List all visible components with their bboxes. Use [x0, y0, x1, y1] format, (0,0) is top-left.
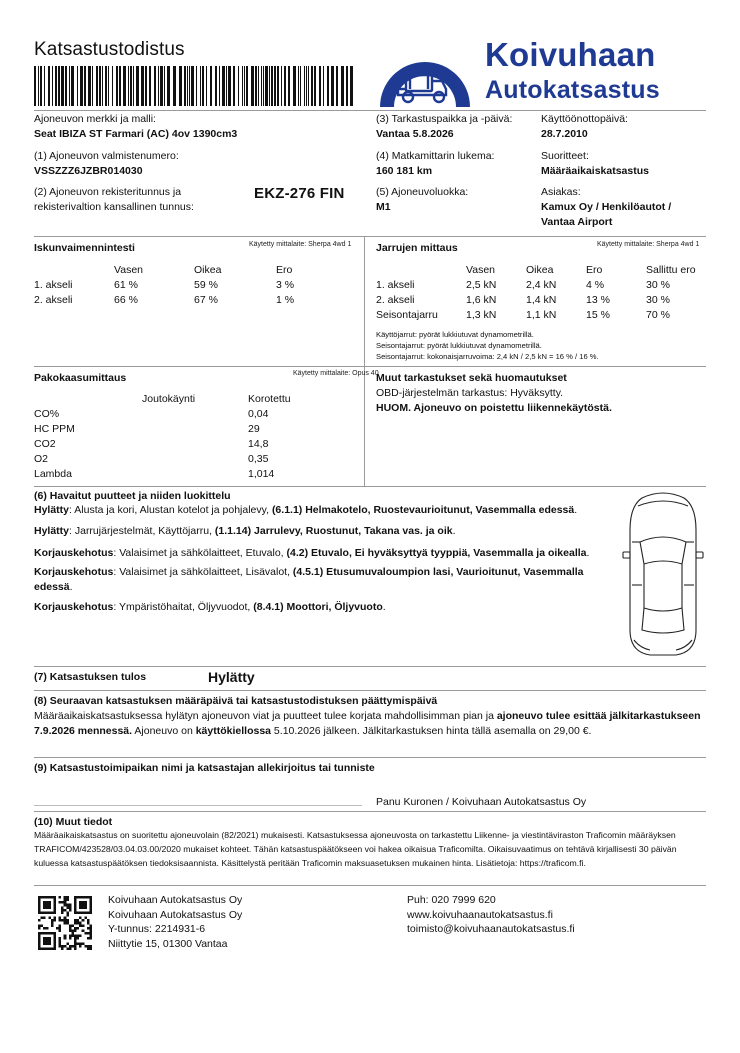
document-title: Katsastustodistus	[34, 39, 185, 60]
table-row: CO2 14,8	[34, 438, 269, 450]
table-row: 2. akseli 1,6 kN 1,4 kN 13 % 30 %	[376, 294, 670, 306]
exhaust-title: Pakokaasumittaus	[34, 372, 127, 384]
shock-test-title: Iskunvaimennintesti	[34, 242, 135, 254]
exhaust-header-idle: Joutokäynti	[142, 393, 196, 405]
vin-value: VSSZZZ6JZBR014030	[34, 165, 143, 177]
other-checks-title: Muut tarkastukset sekä huomautukset	[376, 372, 567, 384]
result-label: (7) Katsastuksen tulos	[34, 671, 147, 683]
list-item: Korjauskehotus: Ympäristöhaitat, Öljyvuodot, (8.4.1) Moottori, Öljyvuoto.	[34, 600, 386, 613]
table-row: 1. akseli 61 % 59 % 3 %	[34, 279, 295, 291]
shock-header-diff: Ero	[276, 264, 293, 276]
odometer-value: 160 181 km	[376, 165, 433, 177]
qr-code	[38, 896, 92, 950]
list-item: Korjauskehotus: Valaisimet ja sähkölaitteet, Etuvalo, (4.2) Etuvalo, Ei hyväksyttyä tyyppiä, Vasemmalla ja oikealla.	[34, 546, 590, 559]
shock-header-left: Vasen	[114, 264, 143, 276]
brand-name-line2: Autokatsastus	[485, 76, 660, 104]
make-value: Seat IBIZA ST Farmari (AC) 4ov 1390cm3	[34, 128, 238, 140]
exhaust-device: Käytetty mittalaite: Opus 40	[293, 370, 379, 377]
shock-header-right: Oikea	[194, 264, 222, 276]
brakes-header-left: Vasen	[466, 264, 495, 276]
odometer-label: (4) Matkamittarin lukema:	[376, 150, 495, 162]
signature-title: (9) Katsastustoimipaikan nimi ja katsastajan allekirjoitus tai tunniste	[34, 762, 375, 774]
shock-test-table	[34, 263, 336, 308]
performed-label: Suoritteet:	[541, 150, 589, 162]
other-info-title: (10) Muut tiedot	[34, 816, 113, 828]
vehicle-class-label: (5) Ajoneuvoluokka:	[376, 186, 469, 198]
exhaust-table	[34, 392, 328, 482]
exhaust-header-raised: Korotettu	[248, 393, 291, 405]
defects-title: (6) Havaitut puutteet ja niiden luokittelu	[34, 490, 231, 502]
phone-text: Puh: 020 7999 620	[407, 894, 496, 906]
reg-label-2: rekisterivaltion kansallinen tunnus:	[34, 201, 194, 213]
customer-line2: Vantaa Airport	[541, 216, 613, 228]
customer-label: Asiakas:	[541, 186, 581, 198]
reg-label-1: (2) Ajoneuvon rekisteritunnus ja	[34, 186, 182, 198]
signature-line	[34, 805, 362, 806]
table-row: Lambda 1,014	[34, 468, 275, 480]
car-diagram	[620, 490, 706, 658]
footer-contact-info	[407, 893, 575, 937]
table-row: HC PPM 29	[34, 423, 260, 435]
website-link[interactable]: www.koivuhaanautokatsastus.fi	[407, 908, 553, 921]
customer-line1: Kamux Oy / Henkilöautot /	[541, 201, 672, 213]
list-item: Hylätty: Alusta ja kori, Alustan kotelot ja pohjalevy, (6.1.1) Helmakotelo, Ruostevaurioitunut, Vasemmalla edessä.	[34, 504, 578, 516]
barcode	[34, 66, 356, 106]
vin-label: (1) Ajoneuvon valmistenumero:	[34, 150, 179, 162]
other-info-text: Määräaikaiskatsastus on suoritettu ajoneuvolain (82/2021) mukaisesti. Katsastuksessa ajoneuvosta on tarkastettu Liikenne- ja viestintäviraston Traficomin määräyksen TRAFICOM/423528/03.04.03.00/2020 mukaiset kohteet. Tähän katsastuspäätökseen voi hakea oikaisua Traficomilta. Oikaisuvaatimus on tehtävä kirjallisesti 30 päivän kuluessa katsastuspäätöksen tiedoksisaannista. Käsittelystä peritään Traficomin maksuasetuksen mukainen hinta. Lisätietoja: https://traficom.fi.	[34, 830, 677, 868]
intro-date-value: 28.7.2010	[541, 128, 588, 140]
table-row: 1. akseli 2,5 kN 2,4 kN 4 % 30 %	[376, 279, 670, 291]
brakes-header-allowed: Sallittu ero	[646, 264, 696, 276]
brakes-title: Jarrujen mittaus	[376, 242, 458, 254]
list-item: Korjauskehotus: Valaisimet ja sähkölaitteet, Lisävalot, (4.5.1) Etusumuvaloumpion lasi, Vaurioitunut, Vasemmalla edessä.	[34, 566, 584, 593]
table-row: O2 0,35	[34, 453, 269, 465]
footer-company-info: Koivuhaan Autokatsastus Oy Koivuhaan Autokatsastus Oy Y-tunnus: 2214931-6 Niittytie 15, 01300 Vantaa	[108, 894, 243, 951]
brand-logo-emblem	[376, 37, 474, 107]
table-row: Seisontajarru 1,3 kN 1,1 kN 15 % 70 %	[376, 309, 670, 321]
table-row: 2. akseli 66 % 67 % 1 %	[34, 294, 295, 306]
place-value: Vantaa 5.8.2026	[376, 128, 454, 140]
email-link[interactable]: toimisto@koivuhaanautokatsastus.fi	[407, 923, 575, 936]
brakes-header-diff: Ero	[586, 264, 603, 276]
defects-list	[34, 501, 616, 616]
place-label: (3) Tarkastuspaikka ja -päivä:	[376, 113, 513, 125]
vehicle-class-value: M1	[376, 201, 391, 213]
next-inspection-title: (8) Seuraavan katsastuksen määräpäivä tai katsastustodistuksen päättymispäivä	[34, 695, 438, 707]
brakes-table	[376, 263, 712, 323]
brakes-notes: Käyttöjarrut: pyörät lukkiutuvat dynamometrillä. Seisontajarrut: pyörät lukkiutuvat dynamometrillä. Seisontajarrut: kokonaisjarruvoima: 2,4 kN / 2,5 kN = 16 % / 16 %.	[376, 330, 599, 361]
brakes-device: Käytetty mittalaite: Sherpa 4wd 1	[597, 241, 700, 248]
vehicle-removed-note: HUOM. Ajoneuvo on poistettu liikennekäytöstä.	[376, 402, 612, 414]
next-inspection-text: Määräaikaiskatsastuksessa hylätyn ajoneuvon viat ja puutteet tulee korjata mahdollisimman pian ja ajoneuvo tulee esittää jälkitarkastukseen 7.9.2026 mennessä. Ajoneuvo on käyttökiellossa 5.10.2026 jälkeen. Jälkitarkastuksen hinta tällä asemalla on 29,00 €.	[34, 710, 701, 737]
make-label: Ajoneuvon merkki ja malli:	[34, 113, 156, 125]
table-row: CO% 0,04	[34, 408, 269, 420]
registration-plate: EKZ-276 FIN	[254, 185, 345, 202]
brakes-header-right: Oikea	[526, 264, 554, 276]
brand-name-line1: Koivuhaan	[485, 36, 656, 73]
list-item: Hylätty: Jarrujärjestelmät, Käyttöjarru, (1.1.14) Jarrulevy, Ruostunut, Takana vas. ja oik.	[34, 525, 456, 538]
inspector-name: Panu Kuronen / Koivuhaan Autokatsastus Oy	[376, 796, 587, 808]
shock-test-device: Käytetty mittalaite: Sherpa 4wd 1	[249, 241, 352, 248]
performed-value: Määräaikaiskatsastus	[541, 165, 649, 177]
intro-date-label: Käyttöönottopäivä:	[541, 113, 628, 125]
result-value: Hylätty	[208, 669, 255, 685]
obd-check: OBD-järjestelmän tarkastus: Hyväksytty.	[376, 387, 564, 399]
